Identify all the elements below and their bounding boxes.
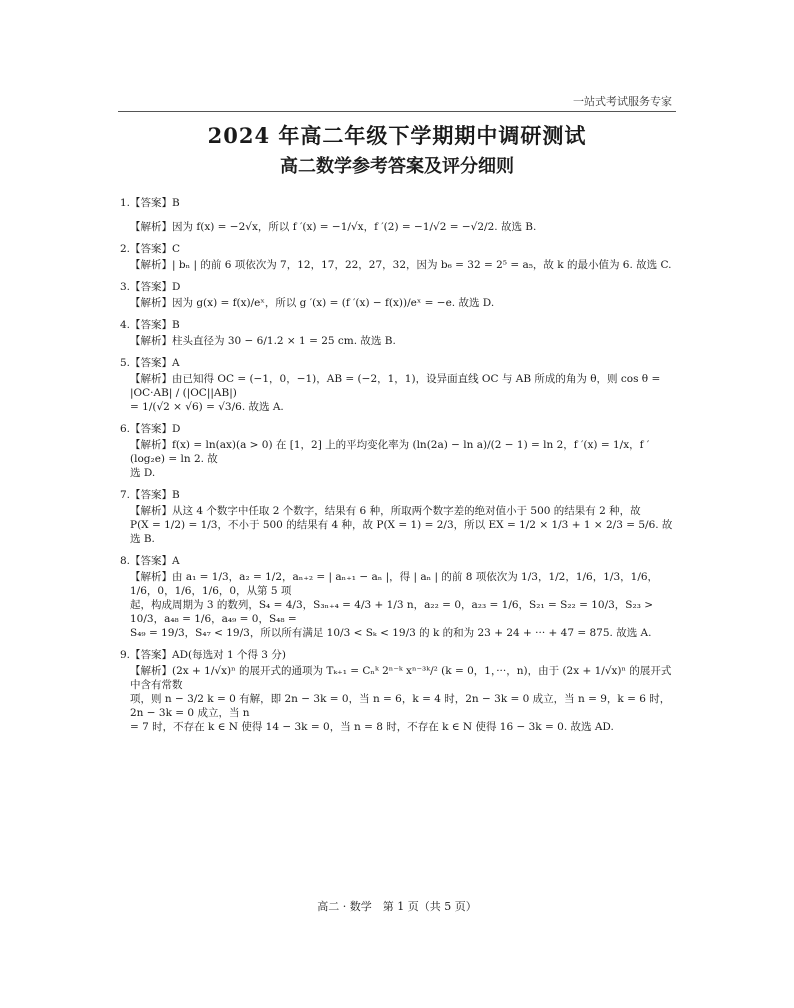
answer-label: 1.【答案】B (120, 197, 180, 209)
explanation (130, 438, 676, 480)
explanation (130, 334, 676, 348)
question-block (120, 242, 676, 272)
explanation-line: 【解析】f(x) = ln(ax)(a > 0) 在 [1，2] 上的平均变化率为 (ln(2a) − ln a)/(2 − 1) = ln 2，f ′(x) = 1/x，f ′(log₂e) = ln 2. 故 (130, 439, 650, 465)
answer-label: 2.【答案】C (120, 243, 181, 255)
answer-label: 4.【答案】B (120, 319, 180, 331)
page-footer: 高二 · 数学 第 1 页（共 5 页） (317, 900, 477, 913)
explanation (130, 372, 676, 414)
explanation-line: 选 D. (130, 467, 156, 479)
page-title: 2024 年高二年级下学期期中调研测试 (207, 123, 587, 148)
header-label: 一站式考试服务专家 (573, 95, 672, 108)
header-divider (118, 111, 676, 112)
explanation-line: = 7 时，不存在 k ∈ N 使得 14 − 3k = 0，当 n = 8 时，不存在 k ∈ N 使得 16 − 3k = 0. 故选 AD. (130, 721, 614, 733)
explanation-line: 【解析】(2x + 1/√x)ⁿ 的展开式的通项为 Tₖ₊₁ = Cₙᵏ 2ⁿ⁻ᵏ xⁿ⁻³ᵏ/² (k = 0，1，···，n)，由于 (2x + 1/√x)ⁿ 的展开式中含有常数 (130, 665, 672, 691)
question-block (120, 488, 676, 546)
explanation (130, 570, 676, 640)
answer-label: 7.【答案】B (120, 489, 180, 501)
explanation-line: 项，则 n − 3/2 k = 0 有解，即 2n − 3k = 0，当 n = 6，k = 4 时，2n − 3k = 0 成立，当 n = 9，k = 6 时，2n − 3k = 0 成立，当 n (130, 693, 671, 719)
explanation-line: 【解析】从这 4 个数字中任取 2 个数字，结果有 6 种，所取两个数字差的绝对值小于 500 的结果有 2 种，故 (130, 505, 641, 517)
explanation (130, 258, 676, 272)
explanation-line: 【解析】| bₙ | 的前 6 项依次为 7，12，17，22，27，32，因为 b₆ = 32 = 2⁵ = a₅，故 k 的最小值为 6. 故选 C. (130, 259, 672, 271)
explanation-line: S₄₉ = 19/3，S₄₇ < 19/3，所以所有满足 10/3 < Sₖ < 19/3 的 k 的和为 23 + 24 + ··· + 47 = 875. 故选 A. (130, 627, 652, 639)
explanation-line: 【解析】因为 f(x) = −2√x，所以 f ′(x) = −1/√x，f ′(2) = −1/√2 = −√2/2. 故选 B. (130, 221, 537, 233)
explanation-line: 【解析】因为 g(x) = f(x)/eˣ，所以 g ′(x) = (f ′(x) − f(x))/eˣ = −e. 故选 D. (130, 297, 495, 309)
answer-label: 6.【答案】D (120, 423, 181, 435)
question-block (120, 422, 676, 480)
explanation-line: 起，构成周期为 3 的数列，S₄ = 4/3，S₃ₙ₊₄ = 4/3 + 1/3 n，a₂₂ = 0，a₂₃ = 1/6，S₂₁ = S₂₂ = 10/3，S₂₃ > 10/3，a₄₈ = 1/6，a₄₉ = 0，S₄₈ = (130, 599, 654, 625)
explanation-line: = 1/(√2 × √6) = √3/6. 故选 A. (130, 401, 284, 413)
explanation (130, 296, 676, 310)
question-block (120, 318, 676, 348)
explanation-line: 【解析】由已知得 OC = (−1，0，−1)，AB = (−2，1，1)，设异面直线 OC 与 AB 所成的角为 θ，则 cos θ = |OC·AB| / (|OC||AB|) (130, 373, 661, 399)
answer-label: 5.【答案】A (120, 357, 180, 369)
explanation (130, 220, 676, 234)
explanation-line: 【解析】柱头直径为 30 − 6/1.2 × 1 = 25 cm. 故选 B. (130, 335, 396, 347)
answer-list (120, 196, 676, 742)
answer-label: 9.【答案】AD(每选对 1 个得 3 分) (120, 649, 286, 661)
explanation (130, 504, 676, 546)
answer-label: 3.【答案】D (120, 281, 181, 293)
question-block (120, 280, 676, 310)
explanation-line: 【解析】由 a₁ = 1/3，a₂ = 1/2，aₙ₊₂ = | aₙ₊₁ − aₙ |，得 | aₙ | 的前 8 项依次为 1/3，1/2，1/6，1/3，1/6，1/6，0，1/6，1/6，0，从第 5 项 (130, 571, 659, 597)
explanation-line: P(X = 1/2) = 1/3，不小于 500 的结果有 4 种，故 P(X = 1) = 2/3，所以 EX = 1/2 × 1/3 + 1 × 2/3 = 5/6. 故选 B. (130, 519, 673, 545)
question-block (120, 196, 676, 234)
answer-label: 8.【答案】A (120, 555, 180, 567)
explanation (130, 664, 676, 734)
question-block (120, 554, 676, 640)
question-block (120, 356, 676, 414)
page-subtitle: 高二数学参考答案及评分细则 (280, 156, 514, 177)
question-block (120, 648, 676, 734)
